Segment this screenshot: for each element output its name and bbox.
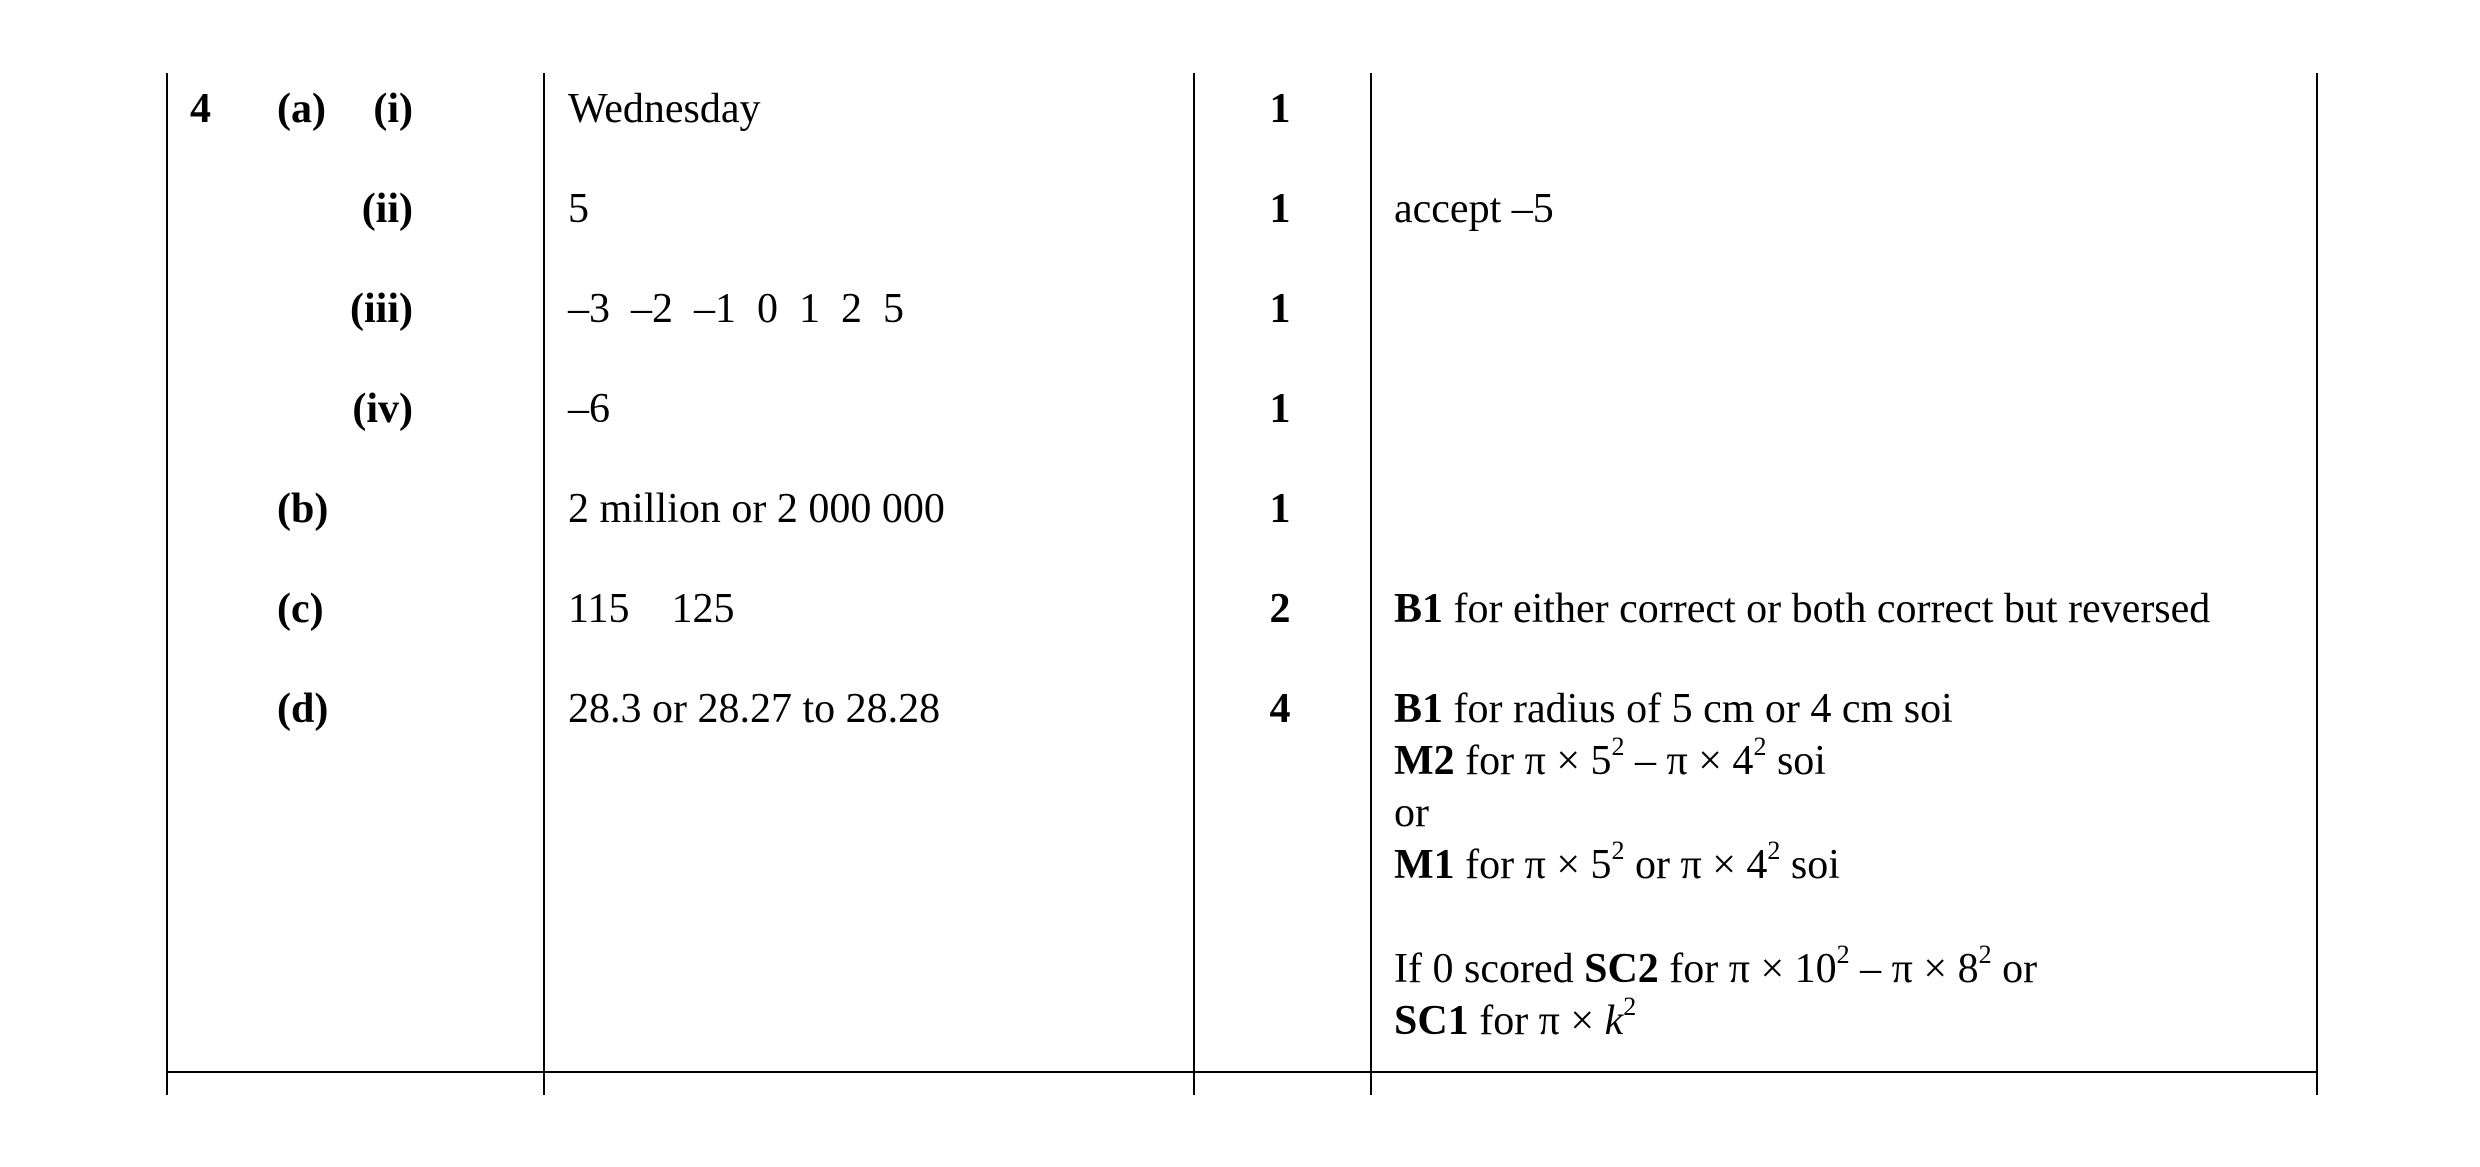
question-number: 4 <box>190 86 211 132</box>
subpart-label: (ii) <box>361 186 413 232</box>
mark-code: B1 <box>1394 686 1444 732</box>
table-divider-mark <box>1193 73 1195 1095</box>
table-row-bottom-border <box>166 1071 2318 1073</box>
guidance-fragment: for π × <box>1468 998 1605 1044</box>
answer-text: Wednesday <box>568 86 761 132</box>
part-label: (c) <box>277 586 324 632</box>
exponent: 2 <box>1611 836 1625 865</box>
guidance-text <box>1394 588 2210 630</box>
part-label: (d) <box>277 686 329 732</box>
guidance-fragment: for π × 10 <box>1658 946 1837 992</box>
guidance-fragment: soi <box>1766 738 1826 784</box>
guidance-line <box>1394 836 1840 888</box>
subpart-label: (iv) <box>352 386 413 432</box>
mark-value: 1 <box>1269 186 1291 232</box>
exponent: 2 <box>1836 940 1850 969</box>
table-divider-guidance <box>1370 73 1372 1095</box>
answer-text: –3 –2 –1 0 1 2 5 <box>568 286 904 332</box>
answer-text: 2 million or 2 000 000 <box>568 486 945 532</box>
mark-value: 1 <box>1269 86 1291 132</box>
mark-code: SC2 <box>1584 946 1659 992</box>
subpart-label: (i) <box>373 86 413 132</box>
guidance-fragment: for either correct or both correct but reversed <box>1443 586 2211 632</box>
answer-text: 5 <box>568 186 589 232</box>
answer-text: 28.3 or 28.27 to 28.28 <box>568 686 941 732</box>
mark-value: 4 <box>1269 686 1291 732</box>
exponent: 2 <box>1611 732 1625 761</box>
guidance-line <box>1394 940 2038 992</box>
guidance-line: or <box>1394 790 1429 836</box>
answer-text: 115 125 <box>568 586 735 632</box>
part-label: (a) <box>277 86 326 132</box>
guidance-line <box>1394 992 1637 1044</box>
table-divider-answer <box>543 73 545 1095</box>
guidance-fragment: for radius of 5 cm or 4 cm soi <box>1443 686 1953 732</box>
exponent: 2 <box>1623 992 1637 1021</box>
mark-value: 1 <box>1269 486 1291 532</box>
mark-code: M2 <box>1394 738 1455 784</box>
mark-code: M1 <box>1394 842 1455 888</box>
table-border-right <box>2316 73 2318 1095</box>
answer-text: –6 <box>568 386 610 432</box>
guidance-line <box>1394 688 1953 730</box>
guidance-fragment: or <box>1991 946 2038 992</box>
guidance-fragment: or π × 4 <box>1624 842 1768 888</box>
mark-value: 1 <box>1269 386 1291 432</box>
mark-value: 2 <box>1269 586 1291 632</box>
guidance-fragment: If 0 scored <box>1394 946 1585 992</box>
mark-code: SC1 <box>1394 998 1469 1044</box>
mark-value: 1 <box>1269 286 1291 332</box>
guidance-text: accept –5 <box>1394 186 1554 232</box>
table-border-left <box>166 73 168 1095</box>
guidance-fragment: – π × 8 <box>1849 946 1979 992</box>
subpart-label: (iii) <box>350 286 413 332</box>
guidance-fragment: – π × 4 <box>1624 738 1754 784</box>
exponent: 2 <box>1753 732 1767 761</box>
guidance-line <box>1394 732 1826 784</box>
mark-code: B1 <box>1394 586 1444 632</box>
guidance-fragment: soi <box>1780 842 1840 888</box>
guidance-fragment: for π × 5 <box>1454 738 1612 784</box>
part-label: (b) <box>277 486 329 532</box>
guidance-fragment: for π × 5 <box>1454 842 1612 888</box>
exponent: 2 <box>1767 836 1781 865</box>
variable-k: k <box>1604 998 1624 1044</box>
exponent: 2 <box>1978 940 1992 969</box>
